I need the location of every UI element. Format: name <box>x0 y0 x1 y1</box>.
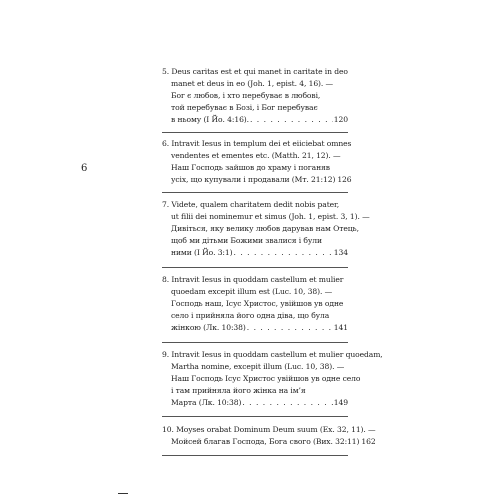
entry-last-line <box>162 436 376 448</box>
entry-page-ref: 134 <box>333 248 348 257</box>
entry-translation-line: Наш Господь Ісус Христос увійшов ув одне село <box>171 374 361 383</box>
entry-divider <box>162 132 348 133</box>
toc-entry <box>162 424 376 448</box>
entry-latin-line: manet et deus in eo (Joh. 1, epist. 4, 16). — <box>171 79 334 88</box>
entry-divider <box>162 267 348 268</box>
entry-translation-line: ними (I Йо. 3:1) <box>171 248 233 257</box>
entry-translation-line: той перебуває в Бозі, і Бог перебуває <box>171 103 318 112</box>
entry-translation-line: Мойсей благав Господа, Бога свого (Вих. 32:11) <box>171 437 360 446</box>
entry-page-ref: 120 <box>333 115 348 124</box>
entry-translation-line: жінкою (Лк. 10:38) <box>171 323 246 332</box>
entry-latin-line: vendentes et ementes etc. (Matth. 21, 12). — <box>171 151 341 160</box>
toc-entry <box>162 349 383 409</box>
entry-latin-line: 10. Moyses orabat Dominum Deum suum (Ex. 32, 11). — <box>162 425 376 434</box>
entry-latin-line: 9. Intravit Iesus in quoddam castellum et mulier quoedam, <box>162 350 383 359</box>
dot-leader <box>247 322 333 334</box>
dot-leader <box>242 397 332 409</box>
entry-page-ref: 141 <box>333 323 348 332</box>
entry-last-line <box>162 114 348 126</box>
entry-translation-line: Марта (Лк. 10:38) <box>171 398 242 407</box>
entry-page-ref: 126 <box>337 175 352 184</box>
entry-latin-line: ut filii dei nominemur et simus (Joh. 1, epist. 3, 1). — <box>171 212 370 221</box>
toc-entry <box>162 138 352 186</box>
entry-translation-line: Господь наш, Ісус Христос, увійшов ув одне <box>171 299 344 308</box>
entry-translation-line: і там прийняла його жінка на ім’я <box>171 386 306 395</box>
toc-entry <box>162 274 348 334</box>
entry-divider <box>162 342 348 343</box>
entry-latin-line: quoedam excepit illum est (Luc. 10, 38). — <box>171 287 333 296</box>
entry-last-line <box>162 397 348 409</box>
entry-latin-line: 7. Videte, qualem charitatem dedit nobis pater, <box>162 200 340 209</box>
entry-translation-line: Бог є любов, і хто перебуває в любові, <box>171 91 321 100</box>
entry-last-line <box>162 247 348 259</box>
entry-translation-line: усіх, що купували і продавали (Мт. 21:12) <box>171 175 336 184</box>
entry-divider <box>162 455 348 456</box>
page-number: 6 <box>81 163 88 174</box>
entry-latin-line: Martha nomine, excepit illum (Luc. 10, 38). — <box>171 362 345 371</box>
entry-divider <box>162 192 348 193</box>
entry-translation-line: село і прийняла його одна діва, що була <box>171 311 330 320</box>
toc-entry <box>162 66 348 126</box>
entry-latin-line: 8. Intravit Iesus in quoddam castellum et mulier <box>162 275 344 284</box>
entry-latin-line: 5. Deus caritas est et qui manet in caritate in deo <box>162 67 348 76</box>
entry-last-line <box>162 174 352 186</box>
entry-translation-line: Наш Господь зайшов до храму і поганяв <box>171 163 330 172</box>
entry-last-line <box>162 322 348 334</box>
entry-divider <box>162 416 348 417</box>
toc-entry <box>162 199 370 259</box>
entry-translation-line: в ньому (I Йо. 4:16). <box>171 115 249 124</box>
entry-page-ref: 149 <box>333 398 348 407</box>
entry-page-ref: 162 <box>361 437 376 446</box>
entry-translation-line: щоб ми дітьми Божими звалися і були <box>171 236 322 245</box>
entry-translation-line: Дивіться, яку велику любов дарував нам Отець, <box>171 224 359 233</box>
entry-latin-line: 6. Intravit Iesus in templum dei et eiiciebat omnes <box>162 139 352 148</box>
dot-leader <box>250 114 333 126</box>
dot-leader <box>234 247 333 259</box>
